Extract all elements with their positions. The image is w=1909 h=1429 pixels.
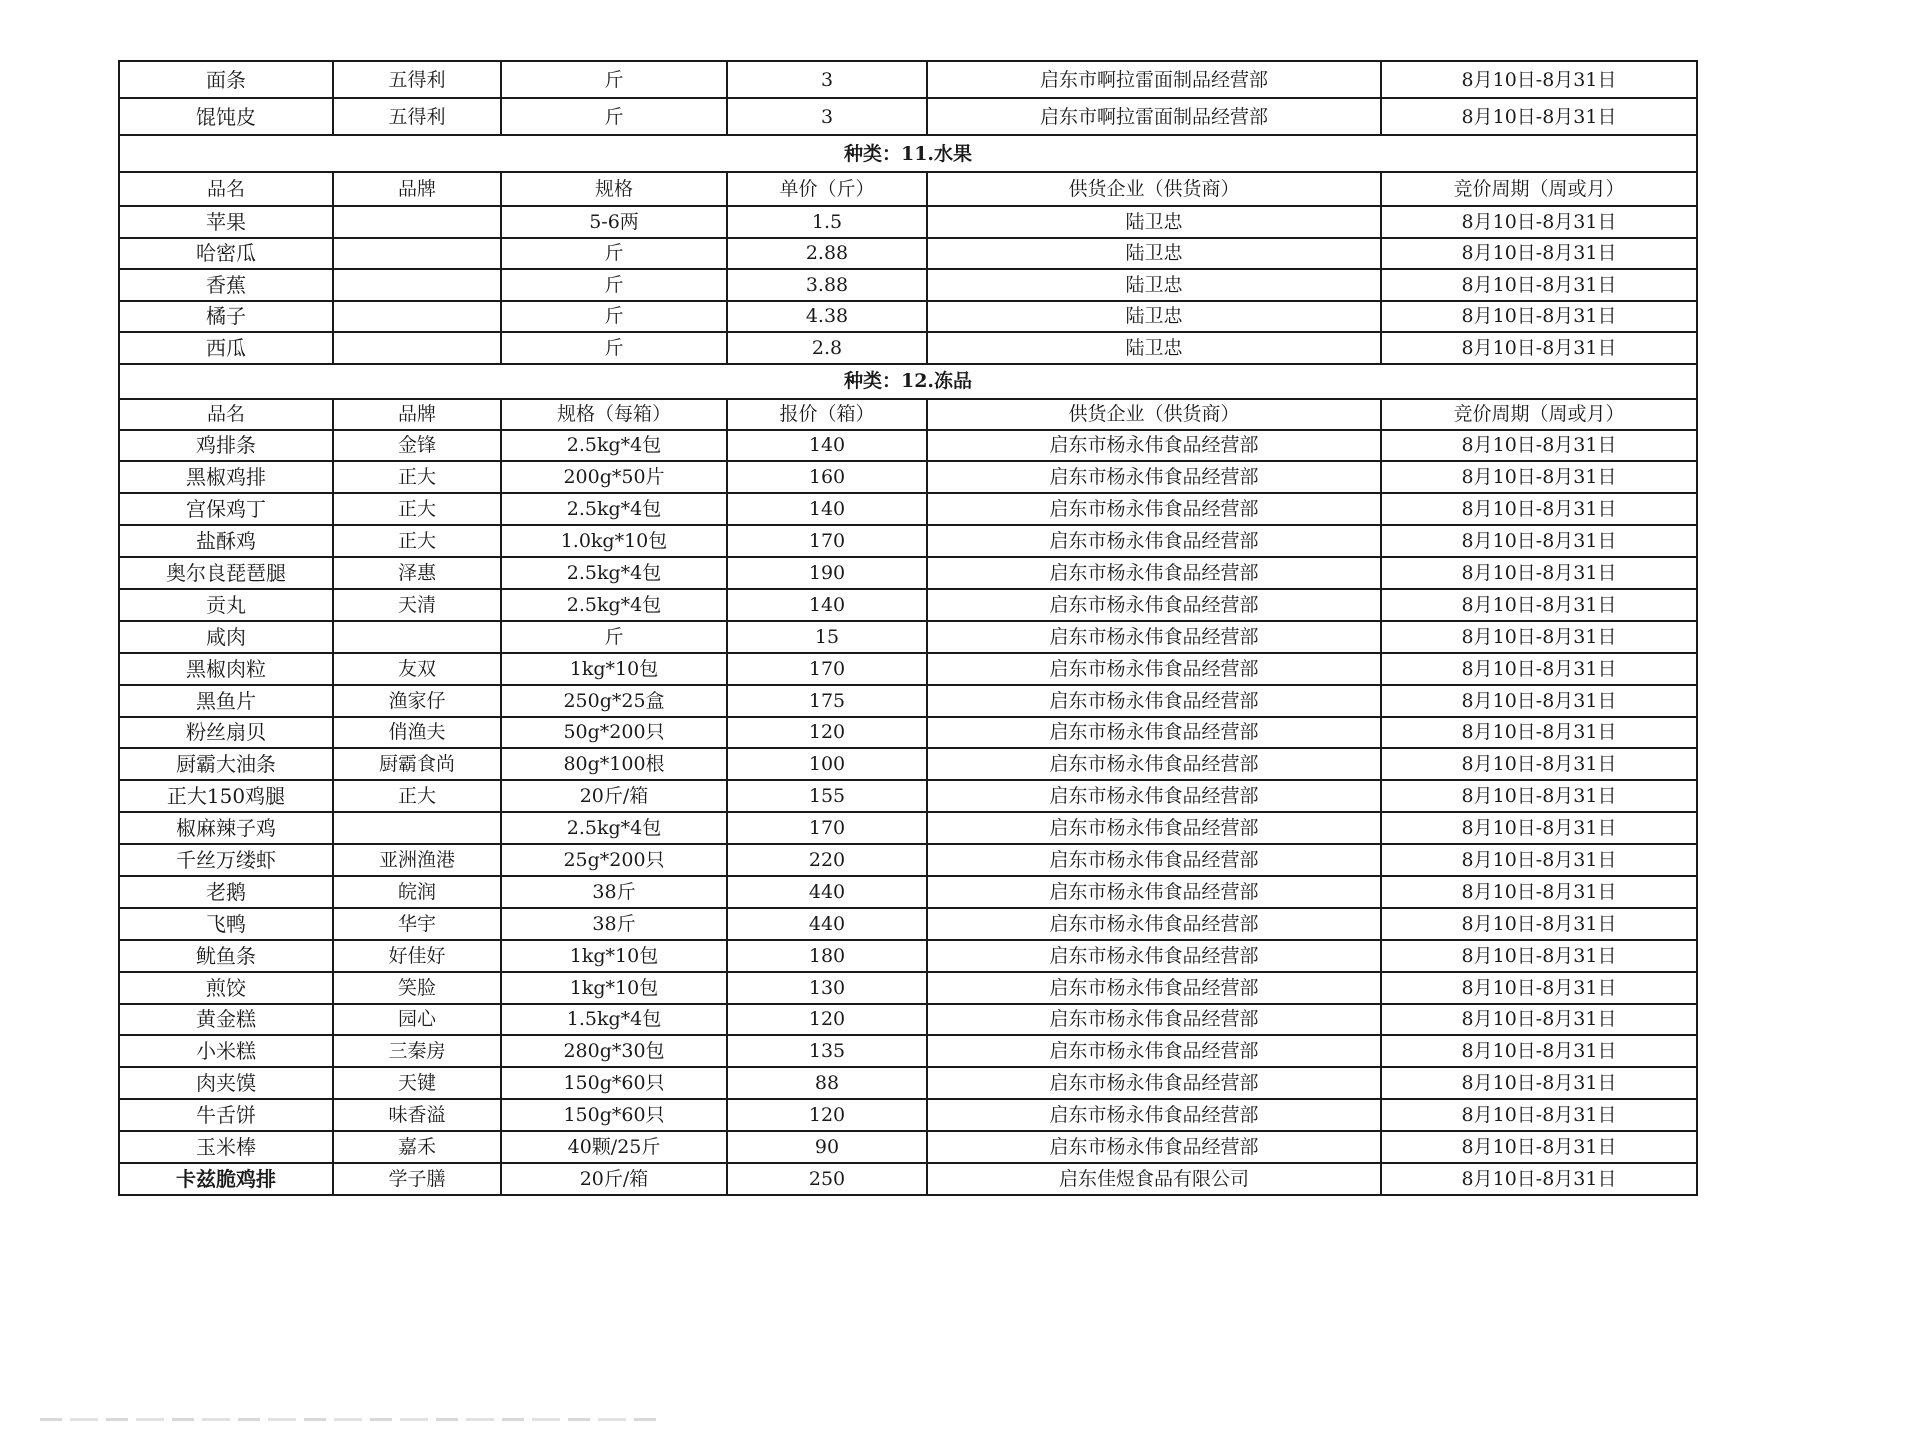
fruit-category-title: 种类：11.水果	[119, 135, 1697, 172]
table-row	[119, 61, 1697, 98]
cell-brand	[333, 206, 501, 238]
header-row	[119, 399, 1697, 430]
cell-name: 奥尔良琵琶腿	[119, 557, 333, 589]
cell-spec: 2.5kg*4包	[501, 812, 727, 844]
cell-supplier: 启东市啊拉雷面制品经营部	[927, 98, 1381, 135]
table-row	[119, 1131, 1697, 1163]
cell-spec: 25g*200只	[501, 844, 727, 876]
cell-name: 千丝万缕虾	[119, 844, 333, 876]
cell-spec: 斤	[501, 98, 727, 135]
cell-price: 170	[727, 653, 927, 685]
cell-supplier: 启东市杨永伟食品经营部	[927, 1067, 1381, 1099]
cell-spec: 1kg*10包	[501, 653, 727, 685]
cell-supplier: 启东市杨永伟食品经营部	[927, 717, 1381, 749]
table-row	[119, 972, 1697, 1004]
cell-name: 西瓜	[119, 332, 333, 364]
cell-supplier: 启东市杨永伟食品经营部	[927, 940, 1381, 972]
cell-price: 140	[727, 493, 927, 525]
cell-price: 250	[727, 1163, 927, 1195]
cell-price: 2.88	[727, 238, 927, 270]
column-header: 品名	[119, 399, 333, 430]
cell-supplier: 陆卫忠	[927, 301, 1381, 333]
cell-brand: 正大	[333, 493, 501, 525]
cell-supplier: 陆卫忠	[927, 206, 1381, 238]
cell-period: 8月10日-8月31日	[1381, 557, 1697, 589]
cell-supplier: 陆卫忠	[927, 332, 1381, 364]
cell-brand	[333, 269, 501, 301]
cell-name: 黑椒鸡排	[119, 461, 333, 493]
table-row	[119, 1035, 1697, 1067]
cell-spec: 斤	[501, 621, 727, 653]
cell-brand: 正大	[333, 780, 501, 812]
cell-period: 8月10日-8月31日	[1381, 98, 1697, 135]
cell-period: 8月10日-8月31日	[1381, 621, 1697, 653]
category-title-row	[119, 364, 1697, 399]
cell-brand	[333, 238, 501, 270]
cell-price: 100	[727, 748, 927, 780]
cell-supplier: 启东市杨永伟食品经营部	[927, 1004, 1381, 1036]
cell-price: 440	[727, 876, 927, 908]
table-row	[119, 812, 1697, 844]
table-row	[119, 1004, 1697, 1036]
cell-name: 老鹅	[119, 876, 333, 908]
cell-period: 8月10日-8月31日	[1381, 332, 1697, 364]
table-row	[119, 621, 1697, 653]
column-header: 品牌	[333, 172, 501, 206]
cell-brand: 五得利	[333, 61, 501, 98]
cell-spec: 280g*30包	[501, 1035, 727, 1067]
cell-spec: 斤	[501, 269, 727, 301]
cell-brand: 亚洲渔港	[333, 844, 501, 876]
cell-period: 8月10日-8月31日	[1381, 717, 1697, 749]
cell-price: 160	[727, 461, 927, 493]
cell-supplier: 启东市杨永伟食品经营部	[927, 653, 1381, 685]
cell-brand: 天键	[333, 1067, 501, 1099]
cell-brand: 俏渔夫	[333, 717, 501, 749]
cell-supplier: 启东市啊拉雷面制品经营部	[927, 61, 1381, 98]
cell-brand: 友双	[333, 653, 501, 685]
cell-spec: 1kg*10包	[501, 972, 727, 1004]
column-header: 供货企业（供货商）	[927, 172, 1381, 206]
cell-period: 8月10日-8月31日	[1381, 269, 1697, 301]
cell-period: 8月10日-8月31日	[1381, 972, 1697, 1004]
cell-supplier: 启东市杨永伟食品经营部	[927, 1035, 1381, 1067]
cell-supplier: 启东市杨永伟食品经营部	[927, 525, 1381, 557]
cell-price: 88	[727, 1067, 927, 1099]
cell-price: 4.38	[727, 301, 927, 333]
cell-period: 8月10日-8月31日	[1381, 748, 1697, 780]
table-row	[119, 1099, 1697, 1131]
cell-supplier: 启东市杨永伟食品经营部	[927, 748, 1381, 780]
cell-period: 8月10日-8月31日	[1381, 812, 1697, 844]
cell-supplier: 启东市杨永伟食品经营部	[927, 812, 1381, 844]
column-header: 规格（每箱）	[501, 399, 727, 430]
cell-spec: 2.5kg*4包	[501, 557, 727, 589]
cell-price: 3	[727, 61, 927, 98]
cell-brand: 厨霸食尚	[333, 748, 501, 780]
cell-period: 8月10日-8月31日	[1381, 1163, 1697, 1195]
cell-brand	[333, 332, 501, 364]
cell-name: 咸肉	[119, 621, 333, 653]
cell-brand: 五得利	[333, 98, 501, 135]
cell-period: 8月10日-8月31日	[1381, 1099, 1697, 1131]
cell-price: 220	[727, 844, 927, 876]
cell-supplier: 启东佳煜食品有限公司	[927, 1163, 1381, 1195]
cell-name: 面条	[119, 61, 333, 98]
table-row	[119, 844, 1697, 876]
table-row	[119, 1163, 1697, 1195]
cell-name: 鸡排条	[119, 430, 333, 462]
cell-spec: 斤	[501, 332, 727, 364]
cell-period: 8月10日-8月31日	[1381, 1131, 1697, 1163]
cell-supplier: 启东市杨永伟食品经营部	[927, 430, 1381, 462]
cell-name: 牛舌饼	[119, 1099, 333, 1131]
cell-supplier: 启东市杨永伟食品经营部	[927, 685, 1381, 717]
cell-name: 香蕉	[119, 269, 333, 301]
cell-period: 8月10日-8月31日	[1381, 1067, 1697, 1099]
cell-name: 厨霸大油条	[119, 748, 333, 780]
cell-spec: 2.5kg*4包	[501, 589, 727, 621]
cell-price: 180	[727, 940, 927, 972]
cell-period: 8月10日-8月31日	[1381, 844, 1697, 876]
cell-period: 8月10日-8月31日	[1381, 206, 1697, 238]
cell-supplier: 启东市杨永伟食品经营部	[927, 908, 1381, 940]
cell-supplier: 启东市杨永伟食品经营部	[927, 557, 1381, 589]
cell-brand: 三秦房	[333, 1035, 501, 1067]
cell-price: 3.88	[727, 269, 927, 301]
cell-brand: 嘉禾	[333, 1131, 501, 1163]
table-row	[119, 430, 1697, 462]
cell-name: 煎饺	[119, 972, 333, 1004]
cell-brand: 学子膳	[333, 1163, 501, 1195]
cell-spec: 1.0kg*10包	[501, 525, 727, 557]
cell-price: 190	[727, 557, 927, 589]
table-row	[119, 301, 1697, 333]
cell-name: 玉米棒	[119, 1131, 333, 1163]
cell-brand	[333, 301, 501, 333]
column-header: 报价（箱）	[727, 399, 927, 430]
table-row	[119, 589, 1697, 621]
cell-supplier: 启东市杨永伟食品经营部	[927, 461, 1381, 493]
cell-price: 120	[727, 1099, 927, 1131]
cell-spec: 38斤	[501, 876, 727, 908]
table-row	[119, 525, 1697, 557]
cell-price: 90	[727, 1131, 927, 1163]
table-row	[119, 461, 1697, 493]
cell-supplier: 启东市杨永伟食品经营部	[927, 780, 1381, 812]
cell-period: 8月10日-8月31日	[1381, 780, 1697, 812]
cell-spec: 80g*100根	[501, 748, 727, 780]
cell-period: 8月10日-8月31日	[1381, 493, 1697, 525]
cell-brand: 金锋	[333, 430, 501, 462]
table-row	[119, 780, 1697, 812]
price-table	[118, 60, 1698, 1196]
cell-period: 8月10日-8月31日	[1381, 301, 1697, 333]
cell-spec: 150g*60只	[501, 1067, 727, 1099]
cell-price: 440	[727, 908, 927, 940]
table-row	[119, 748, 1697, 780]
cell-period: 8月10日-8月31日	[1381, 525, 1697, 557]
cell-spec: 5-6两	[501, 206, 727, 238]
cell-spec: 50g*200只	[501, 717, 727, 749]
cell-period: 8月10日-8月31日	[1381, 908, 1697, 940]
cell-brand	[333, 621, 501, 653]
cell-price: 3	[727, 98, 927, 135]
cell-brand	[333, 812, 501, 844]
table-row	[119, 908, 1697, 940]
table-row	[119, 332, 1697, 364]
cell-name: 贡丸	[119, 589, 333, 621]
cell-price: 15	[727, 621, 927, 653]
cell-price: 140	[727, 430, 927, 462]
cell-supplier: 启东市杨永伟食品经营部	[927, 493, 1381, 525]
cell-spec: 斤	[501, 301, 727, 333]
scan-edge-artifact	[40, 1418, 660, 1421]
cell-period: 8月10日-8月31日	[1381, 238, 1697, 270]
table-row	[119, 269, 1697, 301]
cell-brand: 渔家仔	[333, 685, 501, 717]
cell-period: 8月10日-8月31日	[1381, 685, 1697, 717]
cell-spec: 200g*50片	[501, 461, 727, 493]
cell-supplier: 启东市杨永伟食品经营部	[927, 1099, 1381, 1131]
cell-period: 8月10日-8月31日	[1381, 876, 1697, 908]
cell-spec: 150g*60只	[501, 1099, 727, 1131]
cell-price: 170	[727, 812, 927, 844]
cell-spec: 2.5kg*4包	[501, 430, 727, 462]
cell-period: 8月10日-8月31日	[1381, 1035, 1697, 1067]
column-header: 单价（斤）	[727, 172, 927, 206]
cell-name: 黑椒肉粒	[119, 653, 333, 685]
cell-name: 飞鸭	[119, 908, 333, 940]
category-title-row	[119, 135, 1697, 172]
cell-name: 哈密瓜	[119, 238, 333, 270]
table-row	[119, 557, 1697, 589]
cell-supplier: 启东市杨永伟食品经营部	[927, 876, 1381, 908]
cell-name: 黑鱼片	[119, 685, 333, 717]
cell-period: 8月10日-8月31日	[1381, 430, 1697, 462]
column-header: 供货企业（供货商）	[927, 399, 1381, 430]
cell-spec: 40颗/25斤	[501, 1131, 727, 1163]
column-header: 品名	[119, 172, 333, 206]
cell-spec: 20斤/箱	[501, 780, 727, 812]
cell-name: 宫保鸡丁	[119, 493, 333, 525]
cell-name: 馄饨皮	[119, 98, 333, 135]
cell-period: 8月10日-8月31日	[1381, 1004, 1697, 1036]
table-row	[119, 493, 1697, 525]
cell-brand: 皖润	[333, 876, 501, 908]
cell-period: 8月10日-8月31日	[1381, 589, 1697, 621]
cell-brand: 笑脸	[333, 972, 501, 1004]
cell-name: 苹果	[119, 206, 333, 238]
column-header: 品牌	[333, 399, 501, 430]
cell-price: 1.5	[727, 206, 927, 238]
cell-name: 鱿鱼条	[119, 940, 333, 972]
cell-price: 120	[727, 1004, 927, 1036]
cell-price: 175	[727, 685, 927, 717]
cell-price: 170	[727, 525, 927, 557]
table-row	[119, 653, 1697, 685]
cell-spec: 1.5kg*4包	[501, 1004, 727, 1036]
cell-supplier: 启东市杨永伟食品经营部	[927, 844, 1381, 876]
header-row	[119, 172, 1697, 206]
cell-name: 椒麻辣子鸡	[119, 812, 333, 844]
cell-supplier: 启东市杨永伟食品经营部	[927, 972, 1381, 1004]
table-row	[119, 206, 1697, 238]
cell-supplier: 陆卫忠	[927, 238, 1381, 270]
table-row	[119, 238, 1697, 270]
cell-spec: 2.5kg*4包	[501, 493, 727, 525]
cell-spec: 1kg*10包	[501, 940, 727, 972]
table-row	[119, 876, 1697, 908]
cell-spec: 38斤	[501, 908, 727, 940]
cell-brand: 正大	[333, 461, 501, 493]
frozen-category-title: 种类：12.冻品	[119, 364, 1697, 399]
cell-spec: 斤	[501, 61, 727, 98]
column-header: 规格	[501, 172, 727, 206]
cell-supplier: 陆卫忠	[927, 269, 1381, 301]
cell-price: 2.8	[727, 332, 927, 364]
cell-supplier: 启东市杨永伟食品经营部	[927, 1131, 1381, 1163]
table-row	[119, 685, 1697, 717]
price-table-body	[119, 61, 1697, 1195]
cell-name: 盐酥鸡	[119, 525, 333, 557]
cell-supplier: 启东市杨永伟食品经营部	[927, 589, 1381, 621]
cell-name: 肉夹馍	[119, 1067, 333, 1099]
column-header: 竞价周期（周或月）	[1381, 399, 1697, 430]
column-header: 竞价周期（周或月）	[1381, 172, 1697, 206]
cell-name: 黄金糕	[119, 1004, 333, 1036]
cell-brand: 正大	[333, 525, 501, 557]
cell-brand: 泽惠	[333, 557, 501, 589]
cell-supplier: 启东市杨永伟食品经营部	[927, 621, 1381, 653]
cell-brand: 华宇	[333, 908, 501, 940]
table-row	[119, 717, 1697, 749]
cell-price: 140	[727, 589, 927, 621]
cell-name: 小米糕	[119, 1035, 333, 1067]
cell-spec: 250g*25盒	[501, 685, 727, 717]
table-row	[119, 940, 1697, 972]
cell-name: 正大150鸡腿	[119, 780, 333, 812]
cell-brand: 味香溢	[333, 1099, 501, 1131]
cell-spec: 斤	[501, 238, 727, 270]
cell-period: 8月10日-8月31日	[1381, 653, 1697, 685]
cell-price: 130	[727, 972, 927, 1004]
cell-price: 120	[727, 717, 927, 749]
cell-name: 橘子	[119, 301, 333, 333]
cell-brand: 好佳好	[333, 940, 501, 972]
table-row	[119, 1067, 1697, 1099]
cell-name: 粉丝扇贝	[119, 717, 333, 749]
cell-period: 8月10日-8月31日	[1381, 61, 1697, 98]
cell-name: 卡兹脆鸡排	[119, 1163, 333, 1195]
cell-brand: 天清	[333, 589, 501, 621]
cell-period: 8月10日-8月31日	[1381, 940, 1697, 972]
table-row	[119, 98, 1697, 135]
cell-price: 135	[727, 1035, 927, 1067]
cell-price: 155	[727, 780, 927, 812]
cell-spec: 20斤/箱	[501, 1163, 727, 1195]
cell-brand: 园心	[333, 1004, 501, 1036]
cell-period: 8月10日-8月31日	[1381, 461, 1697, 493]
